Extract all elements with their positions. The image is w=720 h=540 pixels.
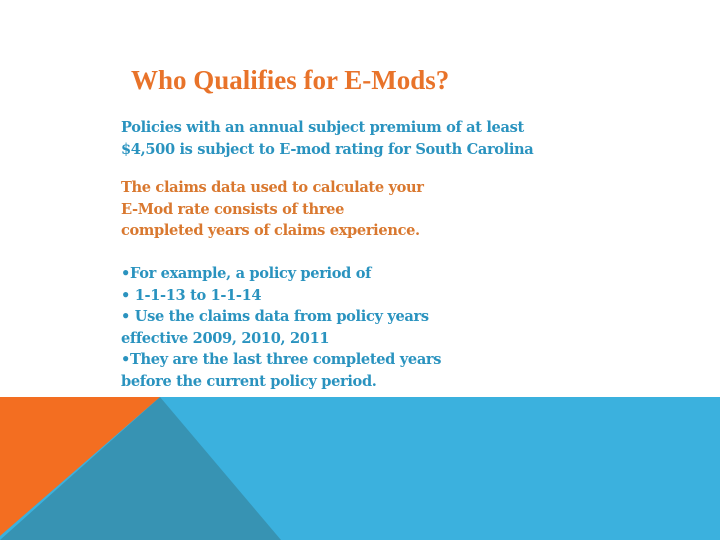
slide-title: Who Qualifies for E-Mods? bbox=[131, 65, 450, 95]
example-bullet-list bbox=[121, 263, 441, 393]
text-line: Policies with an annual subject premium of at least bbox=[121, 119, 524, 136]
text-line: completed years of claims experience. bbox=[121, 222, 420, 240]
text-line: The claims data used to calculate your bbox=[121, 179, 424, 196]
bullet-line: •They are the last three completed years bbox=[121, 351, 442, 369]
text-line: E-Mod rate consists of three bbox=[121, 200, 345, 218]
bullet-line: before the current policy period. bbox=[121, 372, 377, 390]
premium-threshold-paragraph bbox=[121, 117, 533, 160]
bullet-line: •For example, a policy period of bbox=[121, 265, 372, 282]
bullet-line: • 1-1-13 to 1-1-14 bbox=[121, 286, 262, 304]
decorative-footer-band bbox=[0, 397, 720, 540]
text-line: $4,500 is subject to E-mod rating for South Carolina bbox=[121, 140, 534, 158]
claims-data-paragraph bbox=[121, 177, 424, 242]
bullet-line: • Use the claims data from policy years bbox=[121, 308, 429, 326]
bullet-line: effective 2009, 2010, 2011 bbox=[121, 329, 330, 347]
